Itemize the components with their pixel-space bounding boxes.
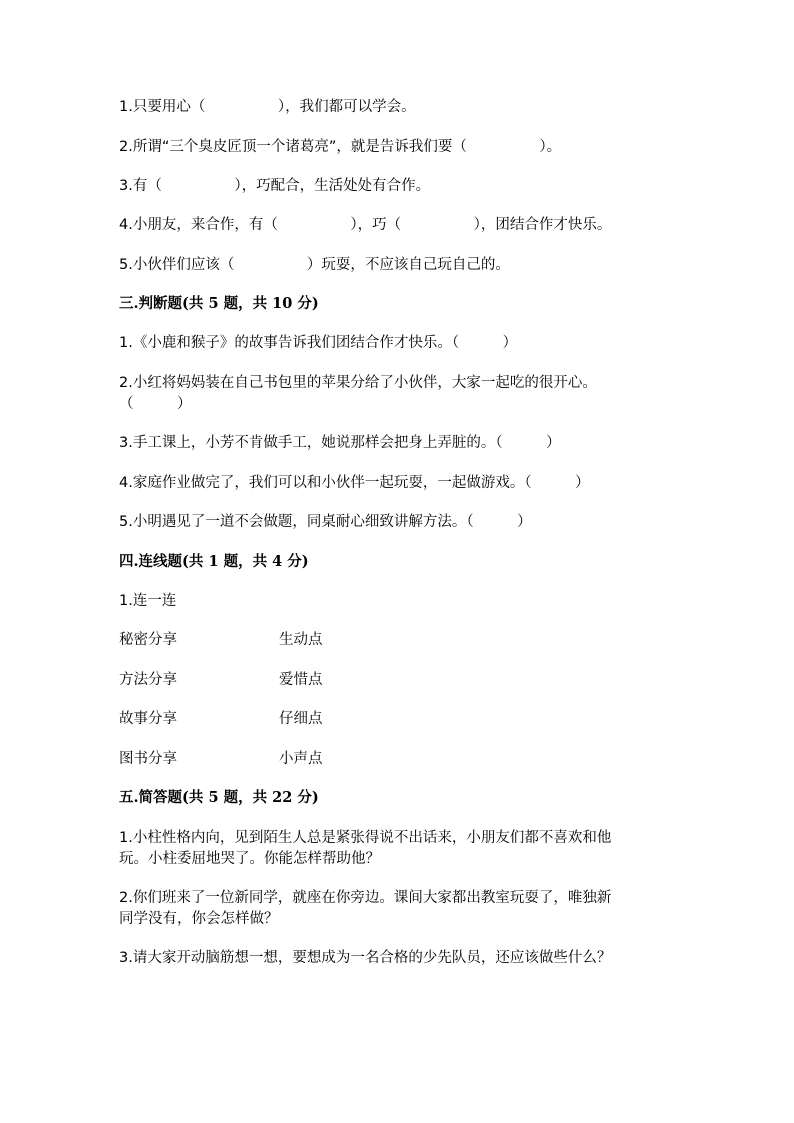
fill-in-question-1: 1.只要用心（ ），我们都可以学会。 <box>119 99 416 115</box>
matching-right-item: 仔细点 <box>279 711 323 727</box>
matching-right-item: 生动点 <box>279 632 323 648</box>
section-5-heading: 五.简答题(共 5 题，共 22 分) <box>119 789 319 806</box>
matching-right-item: 爱惜点 <box>279 672 323 688</box>
judge-question-1: 1.《小鹿和猴子》的故事告诉我们团结合作才快乐。（ ） <box>119 335 518 351</box>
section-3-heading: 三.判断题(共 5 题，共 10 分) <box>119 295 319 312</box>
short-answer-question-1: 1.小柱性格内向，见到陌生人总是紧张得说不出话来，小朋友们都不喜欢和他 <box>119 830 612 846</box>
short-answer-question-1-cont: 玩。小柱委屈地哭了。你能怎样帮助他？ <box>119 851 380 867</box>
judge-question-2-bracket: （ ） <box>119 396 192 412</box>
matching-question: 1.连一连 <box>119 593 177 609</box>
short-answer-question-3: 3.请大家开动脑筋想一想，要想成为一名合格的少先队员，还应该做些什么？ <box>119 950 612 966</box>
judge-question-4: 4.家庭作业做完了，我们可以和小伙伴一起玩耍，一起做游戏。（ ） <box>119 475 590 491</box>
fill-in-question-4: 4.小朋友，来合作，有（ ），巧（ ），团结合作才快乐。 <box>119 217 612 233</box>
matching-right-item: 小声点 <box>279 751 323 767</box>
fill-in-question-5: 5.小伙伴们应该（ ）玩耍，不应该自己玩自己的。 <box>119 257 510 273</box>
fill-in-question-3: 3.有（ ），巧配合，生活处处有合作。 <box>119 178 431 194</box>
fill-in-question-2: 2.所谓“三个臭皮匠顶一个诸葛亮”，就是告诉我们要（ ）。 <box>119 139 562 155</box>
judge-question-3: 3.手工课上，小芳不肯做手工，她说那样会把身上弄脏的。（ ） <box>119 435 561 451</box>
judge-question-2: 2.小红将妈妈装在自己书包里的苹果分给了小伙伴，大家一起吃的很开心。 <box>119 375 597 391</box>
matching-left-item: 方法分享 <box>119 672 177 688</box>
short-answer-question-2: 2.你们班来了一位新同学，就座在你旁边。课间大家都出教室玩耍了，唯独新 <box>119 890 612 906</box>
matching-left-item: 图书分享 <box>119 751 177 767</box>
section-4-heading: 四.连线题(共 1 题，共 4 分) <box>119 553 309 570</box>
short-answer-question-2-cont: 同学没有，你会怎样做？ <box>119 911 279 927</box>
matching-left-item: 秘密分享 <box>119 632 177 648</box>
matching-left-item: 故事分享 <box>119 711 177 727</box>
judge-question-5: 5.小明遇见了一道不会做题，同桌耐心细致讲解方法。（ ） <box>119 514 532 530</box>
